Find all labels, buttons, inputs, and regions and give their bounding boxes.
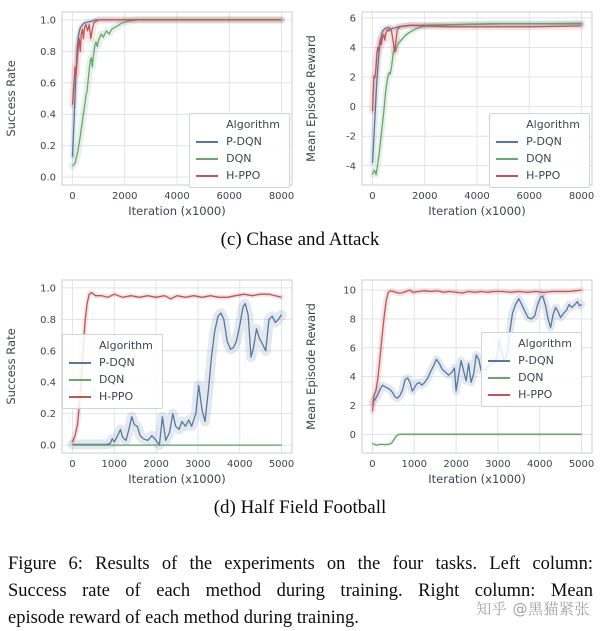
y-axis-label: Mean Episode Reward xyxy=(304,303,318,430)
x-tick-label: 2000 xyxy=(112,191,138,202)
x-tick-label: 5000 xyxy=(568,459,595,470)
legend-swatch-H-PPO xyxy=(69,396,91,398)
x-tick-label: 4000 xyxy=(227,459,253,470)
x-tick-label: 3000 xyxy=(485,459,511,470)
chart-chase-mean-episode-reward xyxy=(302,0,598,222)
chase-success-legend xyxy=(189,113,290,188)
x-tick-label: 0 xyxy=(369,191,376,202)
legend-item-H-PPO xyxy=(488,386,572,403)
y-tick-label: 10 xyxy=(343,285,356,297)
y-tick-label: 1.0 xyxy=(40,283,56,295)
x-tick-label: 2000 xyxy=(443,459,469,470)
legend-swatch-DQN xyxy=(69,379,91,381)
legend-swatch-DQN xyxy=(496,158,518,160)
x-tick-label: 1000 xyxy=(401,459,427,470)
figure-caption-line-3: episode reward of each method during training. xyxy=(8,608,359,628)
y-axis-label: Success Rate xyxy=(4,60,18,137)
legend-label-P-DQN: P-DQN xyxy=(526,135,562,148)
legend-label-H-PPO: H-PPO xyxy=(518,388,553,401)
x-tick-label: 2000 xyxy=(143,459,169,470)
chart-football-mean-episode-reward xyxy=(302,268,598,490)
y-tick-label: -4 xyxy=(346,161,356,173)
legend-label-P-DQN: P-DQN xyxy=(226,135,262,148)
legend-item-P-DQN xyxy=(488,352,572,369)
series-band-DQN xyxy=(373,434,582,445)
chase-reward-plot xyxy=(302,0,598,222)
x-axis-label: Iteration (x1000) xyxy=(428,472,526,486)
legend-swatch-DQN xyxy=(196,158,218,160)
x-axis-label: Iteration (x1000) xyxy=(128,472,226,486)
x-tick-label: 4000 xyxy=(527,459,553,470)
legend-title xyxy=(496,116,580,133)
subplot-caption-d: (d) Half Field Football xyxy=(213,497,387,518)
legend-item-DQN xyxy=(69,371,153,388)
figure-caption-line-2: Success rate of each method during training. Right column: Mean xyxy=(8,581,593,601)
x-tick-label: 3000 xyxy=(185,459,211,470)
legend-label-DQN: DQN xyxy=(526,152,552,165)
legend-swatch-P-DQN xyxy=(69,362,91,364)
legend-item-P-DQN xyxy=(496,133,580,150)
y-tick-label: 0.6 xyxy=(40,346,56,358)
legend-title-text: Algorithm xyxy=(526,118,580,131)
legend-title xyxy=(196,116,280,133)
legend-label-DQN: DQN xyxy=(99,373,125,386)
y-tick-label: 0.4 xyxy=(40,377,56,389)
legend-swatch-H-PPO xyxy=(488,394,510,396)
legend-item-DQN xyxy=(488,369,572,386)
legend-label-P-DQN: P-DQN xyxy=(518,354,554,367)
legend-title xyxy=(488,335,572,352)
x-tick-label: 4000 xyxy=(164,191,190,202)
y-tick-label: 8 xyxy=(349,314,356,326)
y-tick-label: 0.8 xyxy=(40,46,56,58)
legend-label-H-PPO: H-PPO xyxy=(99,390,134,403)
legend-swatch-P-DQN xyxy=(496,141,518,143)
y-tick-label: 0.0 xyxy=(40,172,56,184)
legend-item-P-DQN xyxy=(69,354,153,371)
legend-item-H-PPO xyxy=(69,388,153,405)
legend-title-spacer xyxy=(496,124,518,126)
y-tick-label: -2 xyxy=(346,131,356,143)
x-tick-label: 8000 xyxy=(268,191,295,202)
chase-reward-legend xyxy=(489,113,590,188)
y-tick-label: 0.2 xyxy=(40,409,56,421)
legend-title-text: Algorithm xyxy=(99,339,153,352)
figure-caption xyxy=(8,551,593,631)
x-tick-label: 8000 xyxy=(568,191,595,202)
legend-item-H-PPO xyxy=(196,167,280,184)
y-axis-label: Success Rate xyxy=(4,328,18,405)
y-tick-label: 0.4 xyxy=(40,109,56,121)
legend-label-DQN: DQN xyxy=(226,152,252,165)
legend-item-P-DQN xyxy=(196,133,280,150)
legend-label-H-PPO: H-PPO xyxy=(226,169,261,182)
y-tick-label: 0 xyxy=(349,429,356,441)
x-tick-label: 4000 xyxy=(464,191,490,202)
legend-title-spacer xyxy=(196,124,218,126)
legend-label-H-PPO: H-PPO xyxy=(526,169,561,182)
zhihu-watermark: 知乎 @黑猫紧张 xyxy=(476,600,590,618)
legend-item-H-PPO xyxy=(496,167,580,184)
y-tick-label: 4 xyxy=(349,42,356,54)
x-tick-label: 1000 xyxy=(101,459,127,470)
x-axis-label: Iteration (x1000) xyxy=(428,204,526,218)
chart-chase-success-rate xyxy=(2,0,298,222)
football-reward-legend xyxy=(481,332,582,407)
legend-title xyxy=(69,337,153,354)
legend-title-spacer xyxy=(69,345,91,347)
legend-swatch-H-PPO xyxy=(496,175,518,177)
y-tick-label: 1.0 xyxy=(40,15,56,27)
x-axis-label: Iteration (x1000) xyxy=(128,204,226,218)
x-tick-label: 0 xyxy=(369,459,376,470)
figure-caption-line-1: Figure 6: Results of the experiments on the four tasks. Left column: xyxy=(8,554,593,574)
y-tick-label: 0.8 xyxy=(40,314,56,326)
y-axis-label: Mean Episode Reward xyxy=(304,35,318,162)
chase-success-plot xyxy=(2,0,298,222)
legend-item-DQN xyxy=(496,150,580,167)
x-tick-label: 5000 xyxy=(268,459,295,470)
legend-swatch-P-DQN xyxy=(488,360,510,362)
y-tick-label: 6 xyxy=(349,13,356,25)
x-tick-label: 0 xyxy=(69,191,76,202)
y-tick-label: 2 xyxy=(349,400,356,412)
legend-swatch-DQN xyxy=(488,377,510,379)
y-tick-label: 6 xyxy=(349,343,356,355)
x-tick-label: 2000 xyxy=(412,191,438,202)
x-tick-label: 0 xyxy=(69,459,76,470)
subplot-caption-c: (c) Chase and Attack xyxy=(220,229,380,250)
y-tick-label: 0.0 xyxy=(40,440,56,452)
legend-label-DQN: DQN xyxy=(518,371,544,384)
legend-swatch-H-PPO xyxy=(196,175,218,177)
y-tick-label: 0.2 xyxy=(40,141,56,153)
chart-football-success-rate xyxy=(2,268,298,490)
legend-title-text: Algorithm xyxy=(226,118,280,131)
x-tick-label: 6000 xyxy=(516,191,542,202)
legend-swatch-P-DQN xyxy=(196,141,218,143)
y-tick-label: 0.6 xyxy=(40,78,56,90)
x-tick-label: 6000 xyxy=(216,191,242,202)
series-line-DQN xyxy=(373,434,582,445)
legend-title-text: Algorithm xyxy=(518,337,572,350)
football-success-legend xyxy=(62,334,163,409)
legend-item-DQN xyxy=(196,150,280,167)
legend-title-spacer xyxy=(488,343,510,345)
legend-label-P-DQN: P-DQN xyxy=(99,356,135,369)
y-tick-label: 2 xyxy=(349,72,356,84)
y-tick-label: 4 xyxy=(349,372,356,384)
y-tick-label: 0 xyxy=(349,102,356,114)
